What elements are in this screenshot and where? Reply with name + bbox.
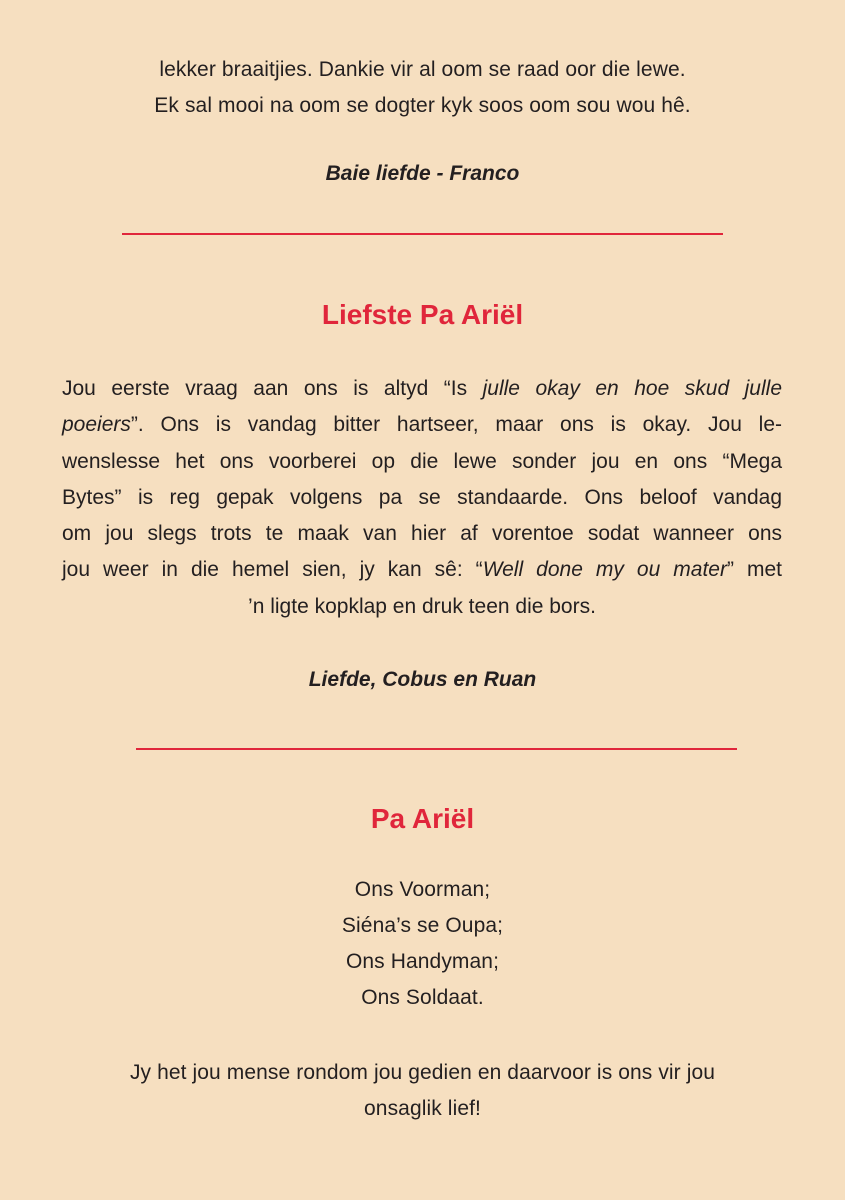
paragraph-line: lekker braaitjies. Dankie vir al oom se raad oor die lewe. bbox=[159, 58, 686, 81]
paragraph-line: Ek sal mooi na oom se dogter kyk soos oom sou wou hê. bbox=[154, 94, 691, 117]
poem-line: Ons Soldaat. bbox=[361, 986, 484, 1009]
paragraph-line: onsaglik lief! bbox=[364, 1097, 481, 1120]
paragraph-line: poeiers”. Ons is vandag bitter hartseer, maar ons is okay. Jou le- bbox=[62, 413, 782, 437]
paragraph-line: wenslesse het ons voorberei op die lewe sonder jou en ons “Mega bbox=[62, 449, 782, 473]
poem-line: Siéna’s se Oupa; bbox=[341, 914, 504, 937]
paragraph-line: Jou eerste vraag aan ons is altyd “Is julle okay en hoe skud julle bbox=[62, 377, 782, 400]
paragraph-line: ’n ligte kopklap en druk teen die bors. bbox=[248, 594, 596, 618]
heading-liefste-pa-ariel: Liefste Pa Ariël bbox=[321, 299, 524, 330]
paragraph-line: Bytes” is reg gepak volgens pa se standaarde. Ons beloof vandag bbox=[62, 485, 782, 509]
paragraph-line: jou weer in die hemel sien, jy kan sê: “Well done my ou mater” met bbox=[62, 558, 782, 582]
poem-line: Ons Voorman; bbox=[354, 878, 491, 901]
poem-line: Ons Handyman; bbox=[345, 950, 500, 973]
section-divider bbox=[136, 748, 737, 750]
tribute-franco-text bbox=[0, 52, 845, 124]
poem bbox=[0, 872, 845, 1016]
tribute-cobus-ruan-paragraph bbox=[62, 371, 782, 625]
signature-cobus-ruan: Liefde, Cobus en Ruan bbox=[308, 668, 537, 691]
paragraph-line: Jy het jou mense rondom jou gedien en daarvoor is ons vir jou bbox=[129, 1061, 716, 1084]
heading-pa-ariel: Pa Ariël bbox=[370, 803, 475, 834]
section-divider bbox=[122, 233, 723, 235]
paragraph-line: om jou slegs trots te maak van hier af vorentoe sodat wanneer ons bbox=[62, 522, 782, 546]
signature-franco: Baie liefde - Franco bbox=[325, 162, 520, 185]
closing-paragraph bbox=[0, 1055, 845, 1127]
